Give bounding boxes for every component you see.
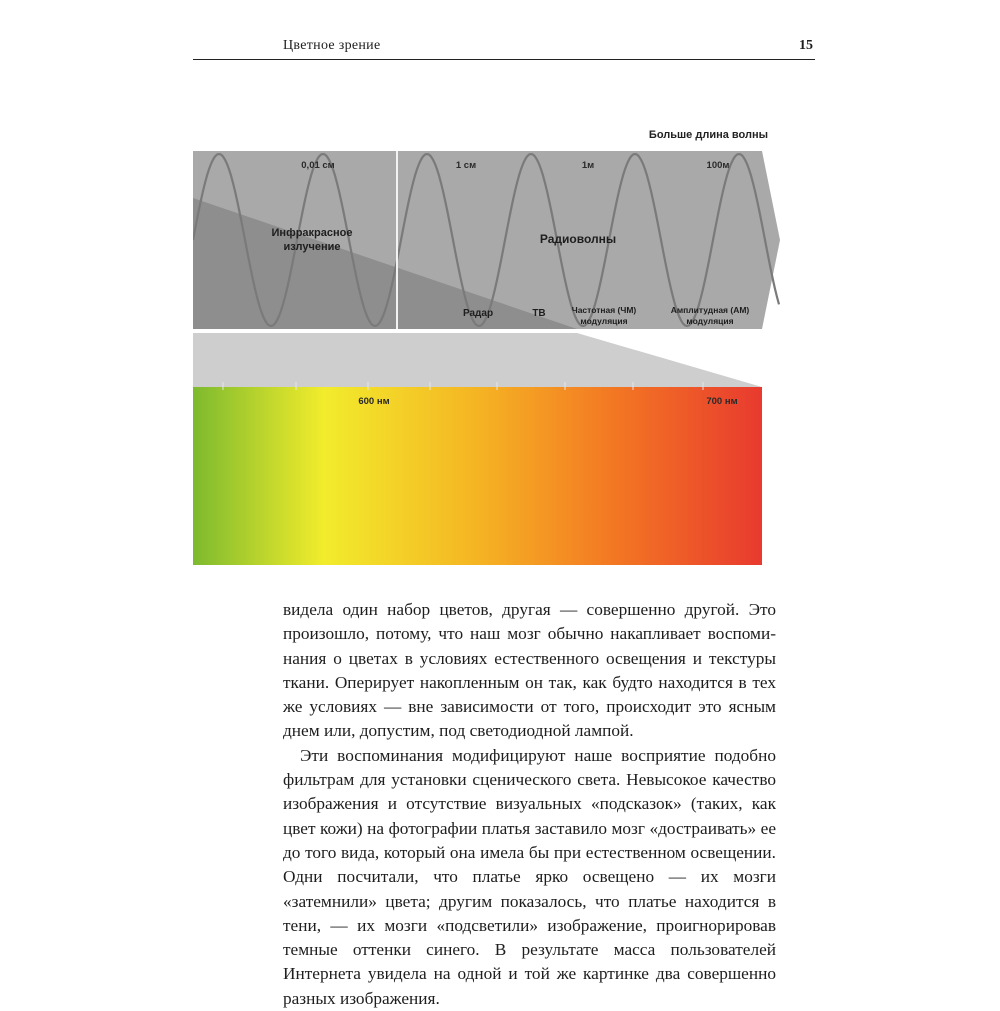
band-tv-label: ТВ [532,308,546,319]
page-number: 15 [799,38,813,53]
band-fm-label-line1: Частотная (ЧМ) [571,305,637,315]
mark-1m: 1м [581,160,595,171]
mark-600nm: 600 нм [358,396,390,407]
mark-0-01cm: 0,01 см [301,160,335,171]
infrared-label-line1: Инфракрасное [271,227,353,239]
running-title: Цветное зрение [283,38,381,53]
mark-700nm: 700 нм [706,396,738,407]
infrared-label-line2: излучение [283,241,341,253]
mark-1cm: 1 см [455,160,477,171]
band-am-label-line2: модуляция [686,316,734,326]
band-am-label-line1: Амплитудная (АМ) [670,305,750,315]
band-radar-label: Радар [462,308,494,319]
paragraph: видела один набор цветов, другая — совершенно другой. Это произошло, потому, что наш мозг обычно накапливает воспоминания о цветах в условиях естественного освещения и текстуры ткани. Оперирует накопленным он так, как будто находится в тех же условиях — вне зависимости от того, происходит это ясным днем или, допустим, под светодиодной лампой. [283,600,776,741]
visible-spectrum-bar [193,387,762,565]
radio-waves-label: Радиоволны [539,232,617,246]
paragraph: Эти воспоминания модифицируют наше восприятие подобно фильтрам для установки сценического света. Невысокое качество изображения и отсутствие визуальных «подсказок» (таких, как цвет кожи) на фотографии платья заставило мозг «дострaивать» ее до того вида, который она имела бы при естественном освещении. Одни посчитали, что платье ярко освещено — их мозги «затемнили» цвета; другим показалось, что платье находится в тени, — их мозги «подсветили» изображение, проигнорировав темные оттенки синего. В результате масса пользователей Интернета увидела на одной и той же картинке два совершенно разных изображения. [283,745,776,1008]
body-text [283,598,776,1011]
mark-100m: 100м [706,160,730,171]
band-fm-label-line2: модуляция [580,316,628,326]
longer-wavelength-label: Больше длина волны [648,129,768,141]
connector-wedge [193,333,762,387]
